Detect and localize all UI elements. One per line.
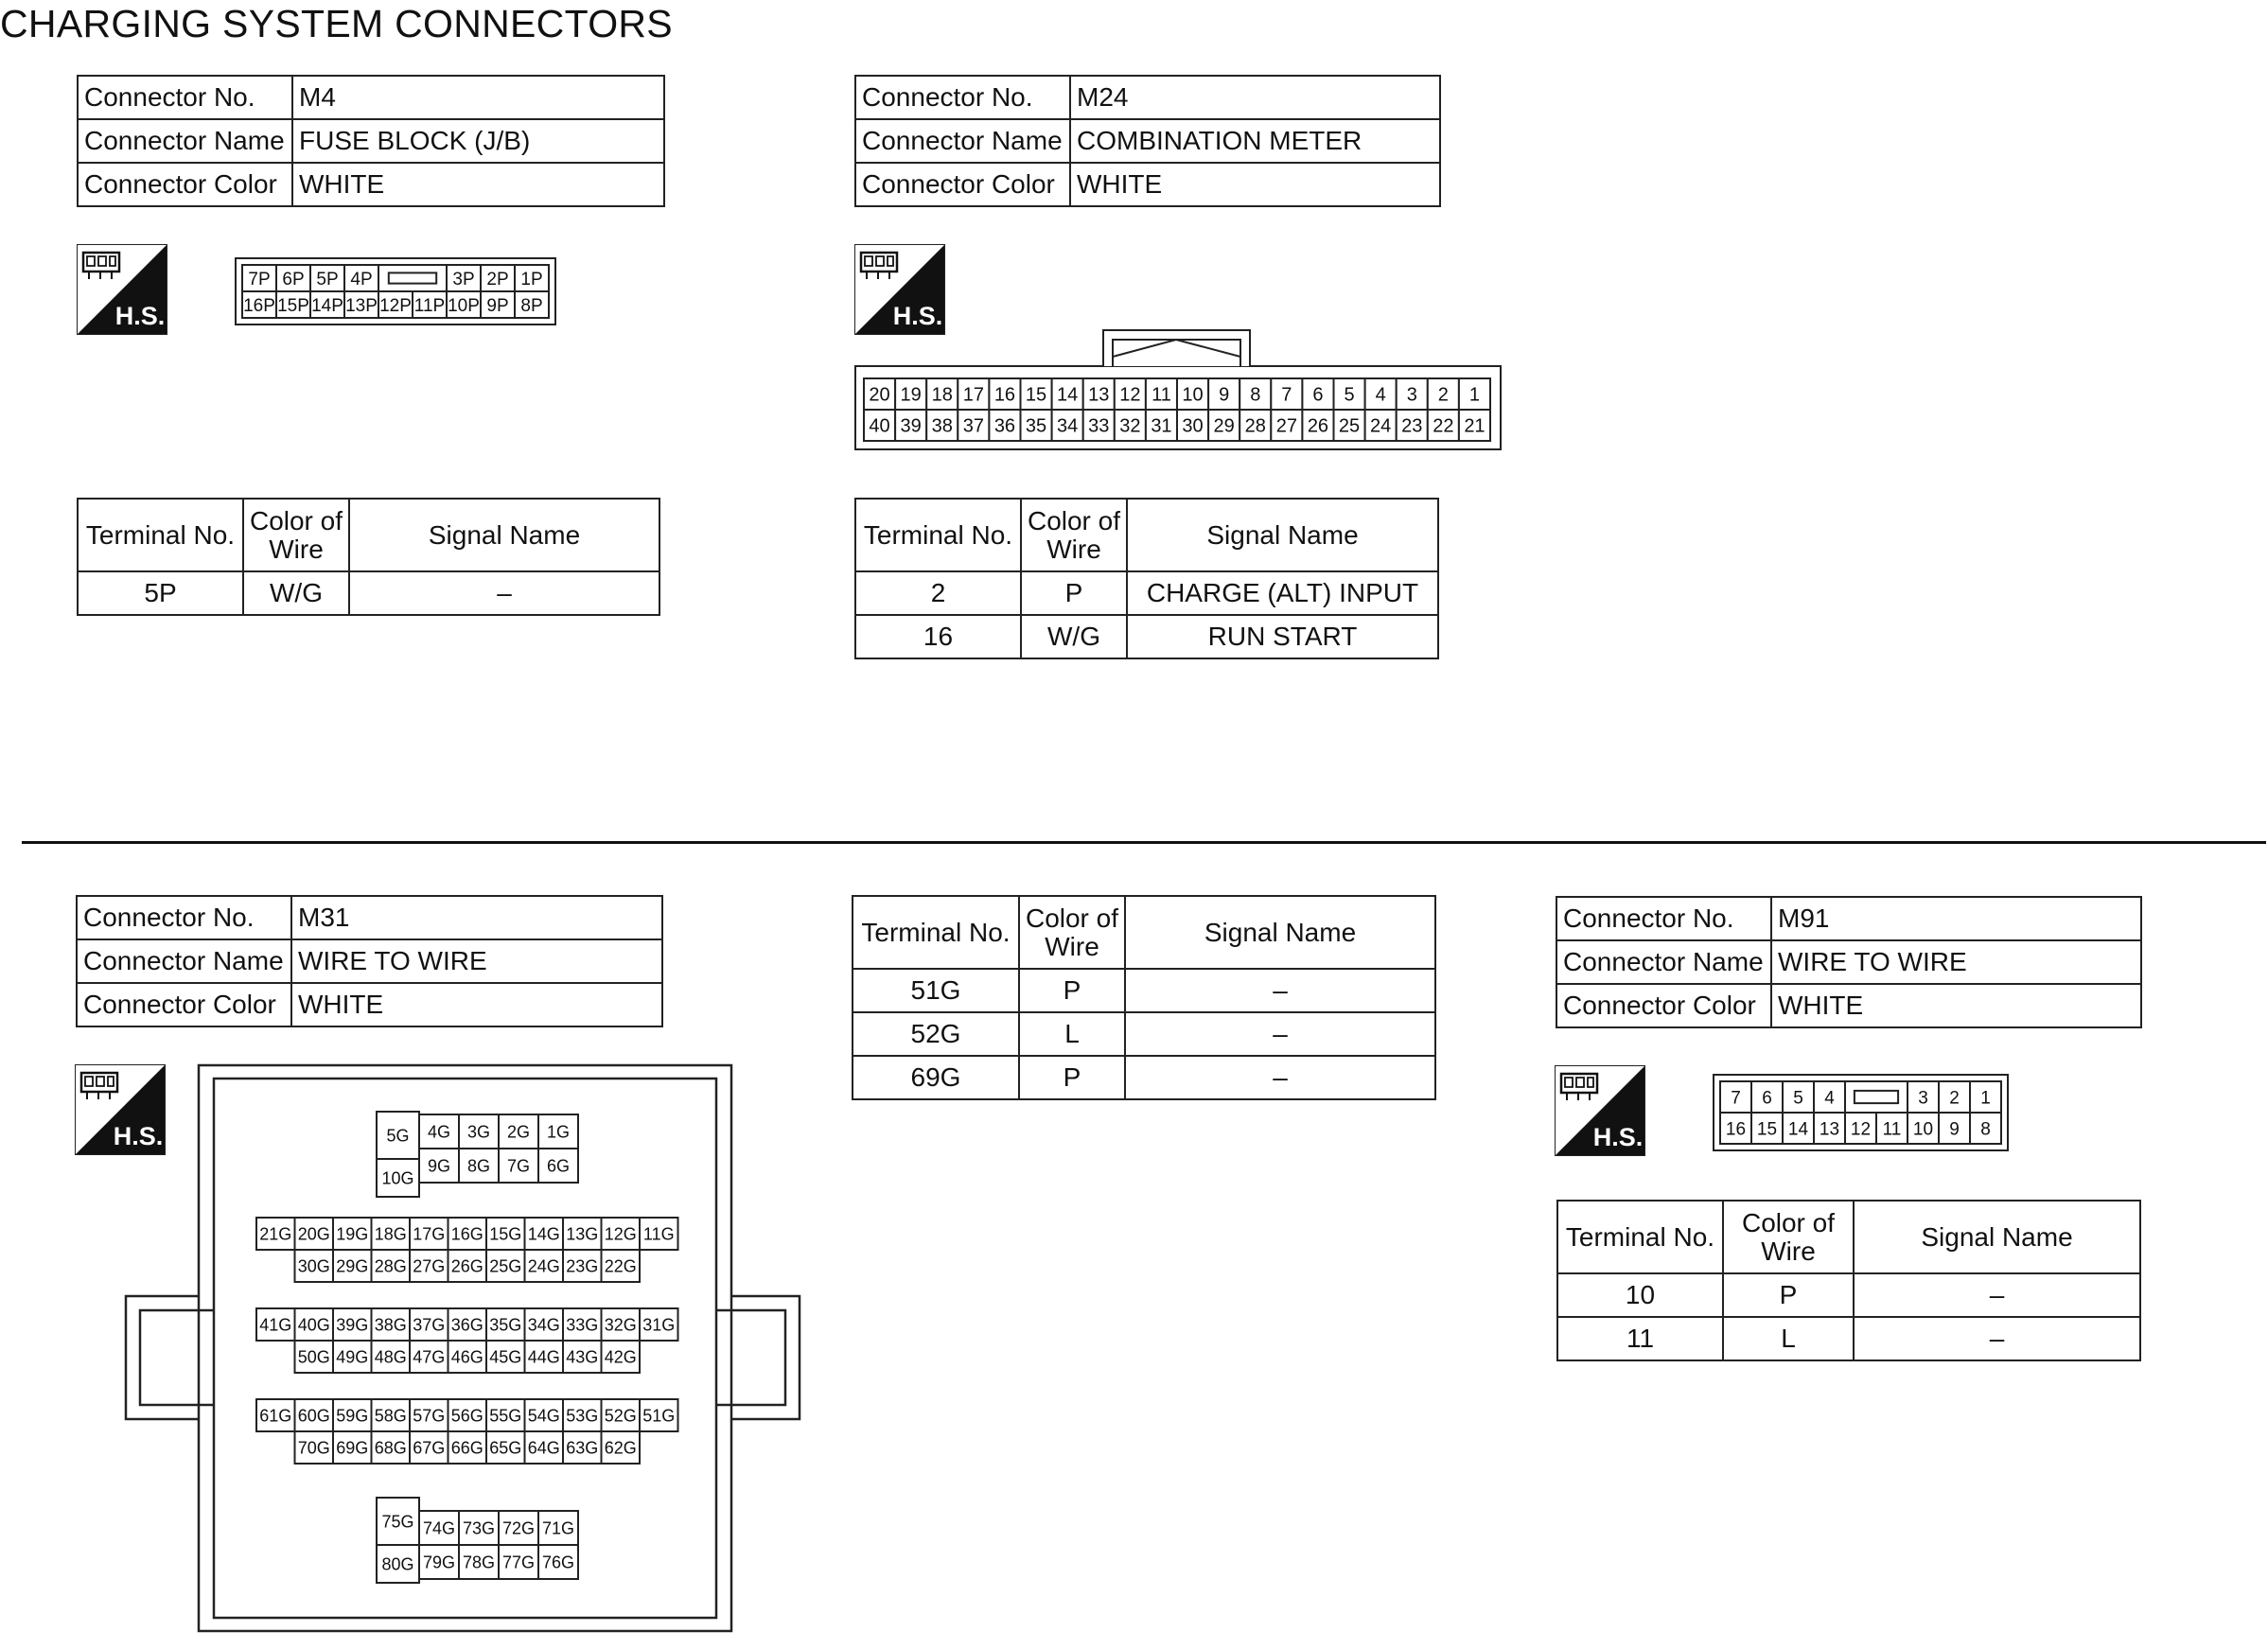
pin-label: 2 [1437, 384, 1449, 406]
signal-cell: – [1125, 969, 1435, 1012]
pin-label: 32G [604, 1315, 637, 1335]
pin-label: 44G [527, 1347, 560, 1367]
wire-color-cell: L [1019, 1012, 1125, 1056]
pin-label: 12P [379, 295, 412, 316]
pin-label: 50G [297, 1347, 330, 1367]
pin-label: 24 [1370, 415, 1392, 437]
pin-label: 8 [1250, 384, 1261, 406]
key-slot [1855, 1091, 1898, 1103]
pin-label: 18G [374, 1224, 407, 1244]
pin-label: 11 [1152, 384, 1171, 406]
pin-label: 14G [527, 1224, 560, 1244]
signal-cell: CHARGE (ALT) INPUT [1127, 571, 1438, 615]
pin-label: 8 [1980, 1119, 1991, 1140]
signal-name-header: Signal Name [1854, 1201, 2140, 1273]
connector-no-value: M24 [1070, 76, 1440, 119]
pin-label: 33G [566, 1315, 599, 1335]
pin-label: 10 [1182, 384, 1204, 406]
pin-label: 42G [604, 1347, 637, 1367]
pin-label: 21 [1464, 415, 1486, 437]
terminal-cell: 16 [855, 615, 1021, 658]
m24-connector-face [854, 328, 1502, 456]
connector-name-value: COMBINATION METER [1070, 119, 1440, 163]
pin-label: 8P [520, 295, 543, 316]
pin-label: 1P [520, 269, 543, 289]
pin-label: 35G [489, 1315, 522, 1335]
connector-color-label: Connector Color [1556, 984, 1771, 1027]
pin-label: 31G [642, 1315, 676, 1335]
pin-label: 7G [506, 1156, 531, 1176]
signal-cell: – [1854, 1317, 2140, 1360]
pin-label: 78G [462, 1553, 496, 1572]
pin-label: 8G [466, 1156, 491, 1176]
pin-label: 30 [1182, 415, 1204, 437]
pin-label: 67G [413, 1438, 446, 1458]
connector-color-value: WHITE [291, 983, 662, 1026]
pin-label: 46G [450, 1347, 483, 1367]
pin-label: 14 [1787, 1119, 1809, 1140]
pin-label: 68G [374, 1438, 407, 1458]
color-of-wire-header: Color of Wire [1021, 499, 1127, 571]
pin-label: 6G [546, 1156, 571, 1176]
pin-label: 54G [527, 1406, 560, 1426]
pin-label: 69G [336, 1438, 369, 1458]
pin-label: 43G [566, 1347, 599, 1367]
pin-label: 5G [386, 1126, 410, 1146]
pin-label: 9 [1219, 384, 1230, 406]
pin-label: 22G [604, 1256, 637, 1276]
pin-label: 57G [413, 1406, 446, 1426]
pin-label: 63G [566, 1438, 599, 1458]
terminal-cell: 2 [855, 571, 1021, 615]
wire-color-cell: P [1019, 1056, 1125, 1099]
m31-connector-face [0, 0, 804, 1649]
pin-label: 14 [1057, 384, 1079, 406]
terminal-cell: 5P [78, 571, 243, 615]
pin-label: 80G [381, 1554, 414, 1574]
pin-label: 40 [869, 415, 890, 437]
color-of-wire-header: Color of Wire [243, 499, 349, 571]
pin-label: 6 [1762, 1088, 1772, 1109]
pin-label: 38G [374, 1315, 407, 1335]
connector-name-value: WIRE TO WIRE [1771, 940, 2141, 984]
pin-label: 10 [1912, 1119, 1934, 1140]
pin-label: 52G [604, 1406, 637, 1426]
m91-info-table [1556, 896, 2142, 1028]
pin-label: 47G [413, 1347, 446, 1367]
pin-label: 13 [1819, 1119, 1840, 1140]
connector-name-label: Connector Name [77, 939, 291, 983]
pin-label: 37 [962, 415, 984, 437]
pin-label: 17G [413, 1224, 446, 1244]
m91-terminal-table [1556, 1200, 2141, 1361]
pin-label: 75G [381, 1512, 414, 1532]
connector-color-value: WHITE [1771, 984, 2141, 1027]
pin-label: 41G [259, 1315, 292, 1335]
m24-terminal-table [854, 498, 1439, 659]
signal-cell: – [1125, 1056, 1435, 1099]
pin-label: 16 [1725, 1119, 1747, 1140]
svg-text:H.S.: H.S. [113, 1122, 164, 1150]
signal-cell: – [1125, 1012, 1435, 1056]
pin-label: 70G [297, 1438, 330, 1458]
pin-label: 1 [1468, 384, 1481, 406]
wire-color-cell: L [1723, 1317, 1854, 1360]
pin-label: 26 [1307, 415, 1329, 437]
pin-label: 74G [422, 1518, 456, 1538]
pin-label: 13 [1088, 384, 1110, 406]
pin-label: 21G [259, 1224, 292, 1244]
pin-label: 65G [489, 1438, 522, 1458]
signal-name-header: Signal Name [1125, 896, 1435, 969]
pin-label: 34 [1057, 415, 1079, 437]
connector-name-value: FUSE BLOCK (J/B) [292, 119, 664, 163]
terminal-cell: 69G [853, 1056, 1019, 1099]
pin-label: 4 [1375, 384, 1386, 406]
pin-label: 15P [277, 295, 309, 316]
terminal-no-header: Terminal No. [853, 896, 1019, 969]
pin-label: 73G [462, 1518, 496, 1538]
pin-label: 66G [450, 1438, 483, 1458]
pin-label: 9 [1949, 1119, 1960, 1140]
signal-cell: – [349, 571, 659, 615]
pin-label: 23G [566, 1256, 599, 1276]
pin-label: 29G [336, 1256, 369, 1276]
connector-no-value: M91 [1771, 897, 2141, 940]
connector-no-label: Connector No. [855, 76, 1070, 119]
hs-badge-icon [854, 244, 945, 335]
hs-badge-icon [1555, 1065, 1645, 1156]
terminal-no-header: Terminal No. [78, 499, 243, 571]
pin-label: 55G [489, 1406, 522, 1426]
pin-label: 3 [1918, 1088, 1928, 1109]
pin-label: 26G [450, 1256, 483, 1276]
color-of-wire-header: Color of Wire [1019, 896, 1125, 969]
pin-label: 64G [527, 1438, 560, 1458]
pin-label: 12 [1119, 384, 1141, 406]
pin-label: 39 [900, 415, 922, 437]
pin-label: 36G [450, 1315, 483, 1335]
connector-color-label: Connector Color [77, 983, 291, 1026]
pin-label: 5P [316, 269, 339, 289]
signal-cell: – [1854, 1273, 2140, 1317]
pin-label: 3G [466, 1122, 491, 1142]
pin-label: 30G [297, 1256, 330, 1276]
pin-label: 6P [282, 269, 305, 289]
pin-label: 9G [427, 1156, 451, 1176]
pin-label: 1G [546, 1122, 571, 1142]
terminal-no-header: Terminal No. [1557, 1201, 1723, 1273]
connector-no-value: M31 [291, 896, 662, 939]
wire-color-cell: W/G [243, 571, 349, 615]
pin-label: 10P [448, 295, 480, 316]
pin-label: 45G [489, 1347, 522, 1367]
connector-no-label: Connector No. [1556, 897, 1771, 940]
signal-cell: RUN START [1127, 615, 1438, 658]
pin-label: 15G [489, 1224, 522, 1244]
connector-no-value: M4 [292, 76, 664, 119]
pin-label: 40G [297, 1315, 330, 1335]
signal-name-header: Signal Name [1127, 499, 1438, 571]
pin-label: 18 [931, 384, 953, 406]
pin-label: 15 [1025, 384, 1047, 406]
pin-label: 27 [1275, 415, 1297, 437]
pin-label: 12 [1850, 1119, 1872, 1140]
m24-info-table [854, 75, 1441, 207]
svg-text:H.S.: H.S. [1592, 1123, 1644, 1151]
pin-label: 5 [1344, 384, 1355, 406]
pin-label: 61G [259, 1406, 292, 1426]
pin-label: 7 [1731, 1088, 1741, 1109]
connector-no-label: Connector No. [78, 76, 292, 119]
pin-label: 39G [336, 1315, 369, 1335]
pin-label: 48G [374, 1347, 407, 1367]
pin-label: 28 [1244, 415, 1266, 437]
pin-label: 4P [350, 269, 373, 289]
svg-text:H.S.: H.S. [892, 302, 943, 330]
connector-name-label: Connector Name [855, 119, 1070, 163]
wire-color-cell: P [1019, 969, 1125, 1012]
svg-text:H.S.: H.S. [114, 302, 166, 330]
signal-name-header: Signal Name [349, 499, 659, 571]
pin-label: 14P [311, 295, 343, 316]
pin-label: 16G [450, 1224, 483, 1244]
pin-label: 22 [1433, 415, 1454, 437]
pin-label: 28G [374, 1256, 407, 1276]
pin-label: 11 [1882, 1119, 1902, 1140]
pin-label: 20 [869, 384, 890, 406]
terminal-cell: 51G [853, 969, 1019, 1012]
pin-label: 29 [1213, 415, 1235, 437]
pin-label: 16P [243, 295, 275, 316]
pin-label: 7 [1281, 384, 1292, 406]
pin-label: 33 [1088, 415, 1110, 437]
pin-label: 37G [413, 1315, 446, 1335]
pin-label: 16 [993, 384, 1016, 406]
connector-no-label: Connector No. [77, 896, 291, 939]
pin-label: 11G [642, 1224, 675, 1244]
pin-label: 77G [501, 1553, 536, 1572]
pin-label: 3 [1406, 384, 1417, 406]
pin-label: 1 [1980, 1088, 1991, 1109]
pin-label: 32 [1119, 415, 1141, 437]
pin-label: 79G [422, 1553, 456, 1572]
terminal-cell: 52G [853, 1012, 1019, 1056]
pin-label: 4 [1824, 1088, 1835, 1109]
connector-color-label: Connector Color [855, 163, 1070, 206]
wire-color-cell: P [1021, 571, 1127, 615]
pin-label: 51G [642, 1406, 676, 1426]
pin-label: 34G [527, 1315, 560, 1335]
pin-label: 3P [452, 269, 475, 289]
pin-label: 38 [931, 415, 953, 437]
pin-label: 9P [486, 295, 509, 316]
pin-label: 5 [1793, 1088, 1803, 1109]
wire-color-cell: P [1723, 1273, 1854, 1317]
pin-label: 19 [900, 384, 922, 406]
pin-label: 53G [566, 1406, 599, 1426]
pin-label: 6 [1312, 384, 1324, 406]
m91-connector-face [1713, 1074, 2009, 1156]
pin-label: 31 [1151, 415, 1172, 437]
pin-label: 71G [541, 1518, 575, 1538]
terminal-cell: 11 [1557, 1317, 1723, 1360]
pin-label: 10G [381, 1168, 414, 1188]
pin-label: 15 [1756, 1119, 1778, 1140]
pin-label: 62G [604, 1438, 637, 1458]
pin-label: 13P [345, 295, 378, 316]
pin-label: 25 [1338, 415, 1361, 437]
pin-label: 20G [297, 1224, 330, 1244]
terminal-cell: 10 [1557, 1273, 1723, 1317]
pin-label: 36 [993, 415, 1016, 437]
pin-label: 59G [336, 1406, 369, 1426]
m31-terminal-table [852, 895, 1436, 1100]
page-title: CHARGING SYSTEM CONNECTORS [0, 2, 673, 45]
pin-label: 2P [486, 269, 509, 289]
pin-label: 11P [413, 295, 446, 316]
pin-label: 27G [413, 1256, 446, 1276]
pin-label: 35 [1025, 415, 1047, 437]
pin-label: 76G [541, 1553, 575, 1572]
pin-label: 56G [450, 1406, 483, 1426]
connector-name-value: WIRE TO WIRE [291, 939, 662, 983]
pin-label: 72G [501, 1518, 536, 1538]
pin-label: 23 [1401, 415, 1423, 437]
terminal-no-header: Terminal No. [855, 499, 1021, 571]
pin-label: 24G [527, 1256, 560, 1276]
pin-label: 13G [566, 1224, 599, 1244]
connector-name-label: Connector Name [1556, 940, 1771, 984]
pin-label: 7P [248, 269, 271, 289]
connector-color-label: Connector Color [78, 163, 292, 206]
pin-label: 49G [336, 1347, 369, 1367]
pin-label: 4G [427, 1122, 451, 1142]
connector-color-value: WHITE [1070, 163, 1440, 206]
wire-color-cell: W/G [1021, 615, 1127, 658]
pin-label: 58G [374, 1406, 407, 1426]
color-of-wire-header: Color of Wire [1723, 1201, 1854, 1273]
pin-label: 17 [962, 384, 984, 406]
connector-color-value: WHITE [292, 163, 664, 206]
connector-name-label: Connector Name [78, 119, 292, 163]
pin-label: 2G [506, 1122, 531, 1142]
pin-label: 60G [297, 1406, 330, 1426]
pin-label: 19G [336, 1224, 369, 1244]
pin-label: 2 [1949, 1088, 1960, 1109]
pin-label: 25G [489, 1256, 522, 1276]
pin-label: 12G [604, 1224, 637, 1244]
